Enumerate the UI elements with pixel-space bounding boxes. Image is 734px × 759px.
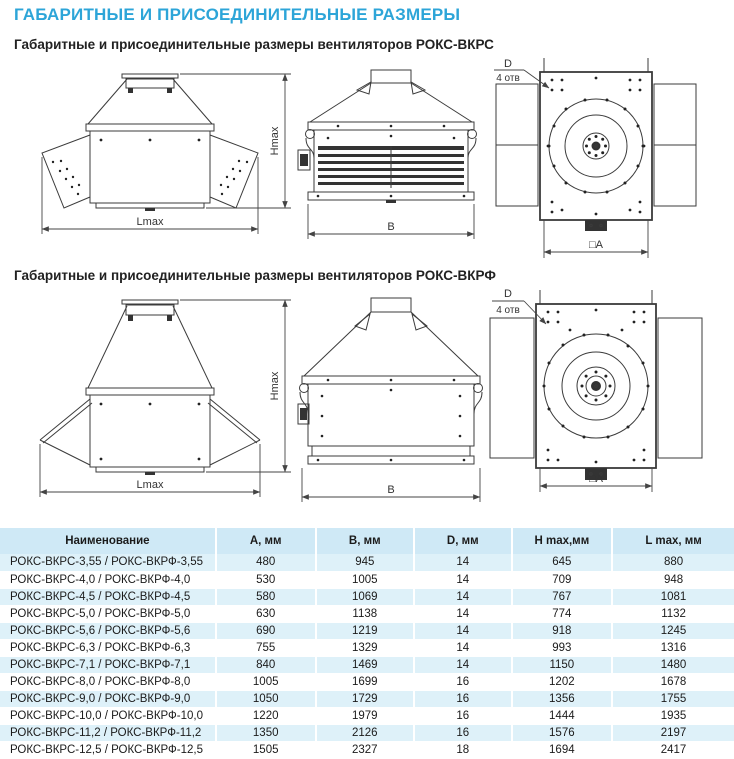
cell-d-mm: 16 — [414, 724, 512, 741]
cell-model-name: РОКС-ВКРС-7,1 / РОКС-ВКРФ-7,1 — [10, 658, 191, 671]
cell-model-name: РОКС-ВКРС-10,0 / РОКС-ВКРФ-10,0 — [10, 709, 204, 722]
cell-lmax-mm: 1081 — [612, 588, 734, 605]
cell-a-mm: 480 — [216, 554, 316, 571]
table-header-row — [0, 528, 734, 554]
table-row — [0, 673, 734, 690]
column-header-hmax: Н max,мм — [512, 528, 613, 554]
cell-hmax-mm: 1694 — [512, 741, 613, 758]
cell-lmax-mm: 1935 — [612, 707, 734, 724]
cell-a-mm: 690 — [216, 622, 316, 639]
drawing-vkrf-top-view — [478, 288, 734, 520]
cell-hmax-mm: 767 — [512, 588, 613, 605]
cell-a-mm: 1505 — [216, 741, 316, 758]
column-header-d: D, мм — [414, 528, 512, 554]
table-row — [0, 690, 734, 707]
cell-model-name: РОКС-ВКРС-11,2 / РОКС-ВКРФ-11,2 — [10, 726, 202, 739]
table-row — [0, 741, 734, 758]
cell-hmax-mm: 993 — [512, 639, 613, 656]
drawing-vkrs-top-view — [478, 58, 734, 268]
cell-d-mm: 14 — [414, 571, 512, 588]
cell-d-mm: 18 — [414, 741, 512, 758]
cell-d-mm: 16 — [414, 707, 512, 724]
square-a-dimension-label: □A — [589, 239, 603, 251]
table-row — [0, 707, 734, 724]
cell-b-mm: 1138 — [316, 605, 414, 622]
cell-a-mm: 840 — [216, 656, 316, 673]
cell-hmax-mm: 918 — [512, 622, 613, 639]
cell-b-mm: 1699 — [316, 673, 414, 690]
cell-hmax-mm: 645 — [512, 554, 613, 571]
cell-a-mm: 755 — [216, 639, 316, 656]
cell-lmax-mm: 948 — [612, 571, 734, 588]
cell-d-mm: 14 — [414, 622, 512, 639]
table-row — [0, 605, 734, 622]
cell-model-name: РОКС-ВКРС-3,55 / РОКС-ВКРФ-3,55 — [10, 556, 204, 569]
column-header-lmax: L max, мм — [612, 528, 734, 554]
cell-hmax-mm: 1356 — [512, 690, 613, 707]
cell-b-mm: 1329 — [316, 639, 414, 656]
cell-lmax-mm: 880 — [612, 554, 734, 571]
cell-d-mm: 16 — [414, 673, 512, 690]
drawing-vkrs-front-view — [15, 62, 300, 262]
cell-lmax-mm: 1316 — [612, 639, 734, 656]
cell-b-mm: 1005 — [316, 571, 414, 588]
cell-lmax-mm: 1755 — [612, 690, 734, 707]
cell-lmax-mm: 1245 — [612, 622, 734, 639]
cell-b-mm: 2327 — [316, 741, 414, 758]
table-row — [0, 724, 734, 741]
cell-b-mm: 1469 — [316, 656, 414, 673]
table-row — [0, 554, 734, 571]
dimensions-table — [0, 528, 734, 759]
cell-hmax-mm: 1444 — [512, 707, 613, 724]
cell-lmax-mm: 1678 — [612, 673, 734, 690]
cell-model-name: РОКС-ВКРС-5,6 / РОКС-ВКРФ-5,6 — [10, 624, 191, 637]
cell-model-name: РОКС-ВКРС-9,0 / РОКС-ВКРФ-9,0 — [10, 692, 191, 705]
square-a-dimension-label: □A — [589, 473, 603, 485]
cell-d-mm: 14 — [414, 656, 512, 673]
drawing-vkrf-side-view — [298, 292, 483, 522]
cell-model-name: РОКС-ВКРС-5,0 / РОКС-ВКРФ-5,0 — [10, 607, 191, 620]
cell-model-name: РОКС-ВКРС-8,0 / РОКС-ВКРФ-8,0 — [10, 675, 191, 688]
lmax-dimension-label: Lmax — [136, 216, 164, 228]
hmax-dimension-label: Hmax — [269, 126, 281, 156]
cell-lmax-mm: 2197 — [612, 724, 734, 741]
table-row — [0, 571, 734, 588]
cell-a-mm: 1220 — [216, 707, 316, 724]
d-hole-label: D — [504, 288, 512, 300]
cell-d-mm: 16 — [414, 690, 512, 707]
cell-lmax-mm: 1480 — [612, 656, 734, 673]
column-header-b: В, мм — [316, 528, 414, 554]
cell-a-mm: 1050 — [216, 690, 316, 707]
drawing-vkrs-side-view — [298, 62, 483, 262]
cell-b-mm: 1729 — [316, 690, 414, 707]
cell-hmax-mm: 1202 — [512, 673, 613, 690]
cell-d-mm: 14 — [414, 639, 512, 656]
cell-lmax-mm: 2417 — [612, 741, 734, 758]
cell-d-mm: 14 — [414, 588, 512, 605]
drawing-vkrf-front-view — [15, 292, 300, 522]
hmax-dimension-label: Hmax — [269, 371, 281, 401]
cell-a-mm: 1350 — [216, 724, 316, 741]
table-row — [0, 639, 734, 656]
cell-model-name: РОКС-ВКРС-6,3 / РОКС-ВКРФ-6,3 — [10, 641, 191, 654]
holes-count-label: 4 отв — [496, 73, 520, 84]
page-title: ГАБАРИТНЫЕ И ПРИСОЕДИНИТЕЛЬНЫЕ РАЗМЕРЫ — [14, 5, 461, 24]
section-heading-vkrf: Габаритные и присоединительные размеры вентиляторов РОКС-ВКРФ — [14, 268, 496, 283]
cell-hmax-mm: 1576 — [512, 724, 613, 741]
cell-hmax-mm: 709 — [512, 571, 613, 588]
cell-model-name: РОКС-ВКРС-4,0 / РОКС-ВКРФ-4,0 — [10, 573, 191, 586]
cell-a-mm: 580 — [216, 588, 316, 605]
table-row — [0, 588, 734, 605]
cell-b-mm: 2126 — [316, 724, 414, 741]
cell-a-mm: 630 — [216, 605, 316, 622]
cell-model-name: РОКС-ВКРС-4,5 / РОКС-ВКРФ-4,5 — [10, 590, 191, 603]
b-dimension-label: B — [387, 221, 395, 233]
column-header-name: Наименование — [0, 528, 216, 554]
cell-b-mm: 1219 — [316, 622, 414, 639]
cell-hmax-mm: 774 — [512, 605, 613, 622]
lmax-dimension-label: Lmax — [136, 479, 164, 491]
column-header-a: А, мм — [216, 528, 316, 554]
table-body — [0, 554, 734, 758]
table-row — [0, 656, 734, 673]
cell-hmax-mm: 1150 — [512, 656, 613, 673]
cell-b-mm: 1979 — [316, 707, 414, 724]
holes-count-label: 4 отв — [496, 305, 520, 316]
cell-d-mm: 14 — [414, 554, 512, 571]
cell-lmax-mm: 1132 — [612, 605, 734, 622]
cell-a-mm: 1005 — [216, 673, 316, 690]
section-heading-vkrs: Габаритные и присоединительные размеры вентиляторов РОКС-ВКРС — [14, 37, 494, 52]
cell-model-name: РОКС-ВКРС-12,5 / РОКС-ВКРФ-12,5 — [10, 743, 204, 756]
cell-d-mm: 14 — [414, 605, 512, 622]
b-dimension-label: B — [387, 484, 395, 496]
cell-a-mm: 530 — [216, 571, 316, 588]
cell-b-mm: 1069 — [316, 588, 414, 605]
cell-b-mm: 945 — [316, 554, 414, 571]
d-hole-label: D — [504, 58, 512, 70]
table-row — [0, 622, 734, 639]
